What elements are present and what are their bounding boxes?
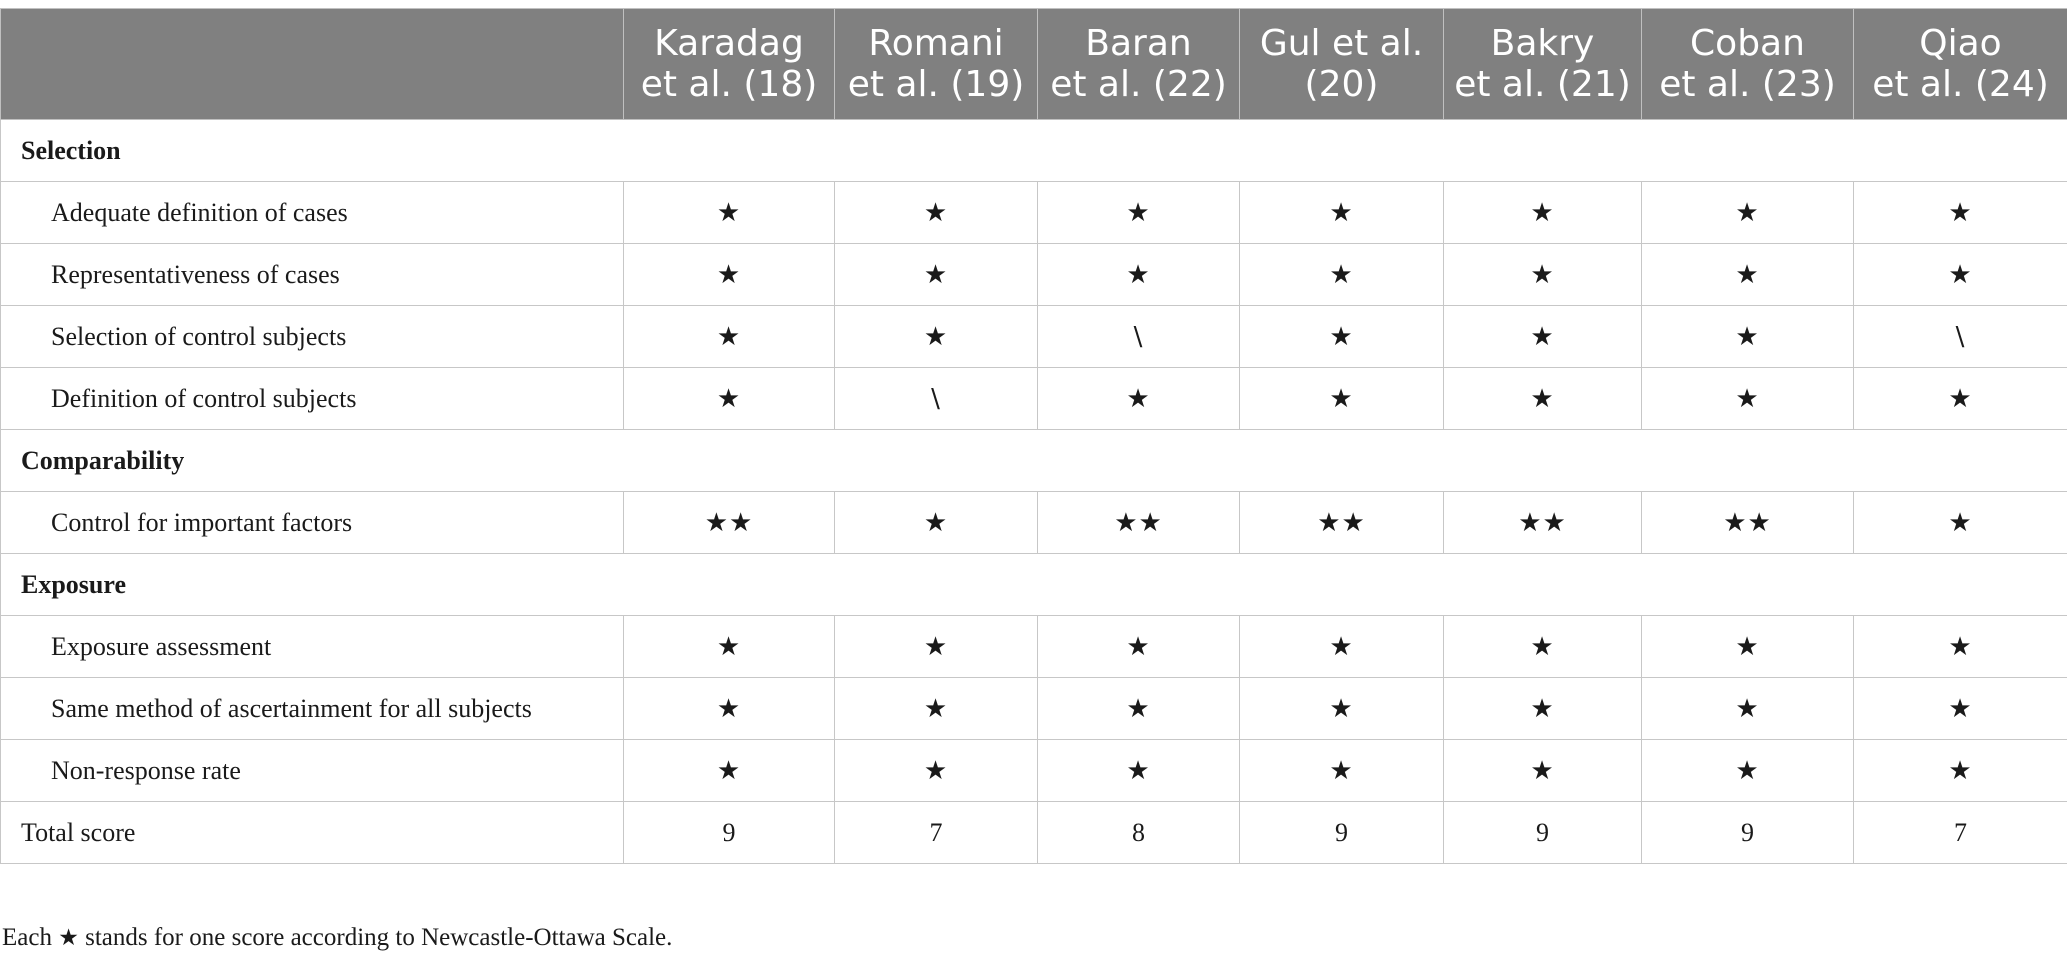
score-cell: ★ — [1642, 306, 1854, 368]
score-cell: ★ — [624, 244, 835, 306]
score-cell: ★ — [835, 616, 1038, 678]
score-cell: ★★ — [1240, 492, 1444, 554]
header-col-romani — [835, 9, 1038, 120]
score-cell: ★ — [1240, 740, 1444, 802]
header-col-line1: Romani — [868, 23, 1004, 64]
score-cell: ★ — [1444, 740, 1642, 802]
total-score-cell: 7 — [835, 802, 1038, 864]
header-col-line2: et al. (18) — [640, 64, 818, 105]
score-cell: ★ — [1240, 616, 1444, 678]
footnote-text: stands for one score according to Newcastle-Ottawa Scale. — [85, 924, 673, 951]
row-label: Selection of control subjects — [1, 306, 624, 368]
score-cell: ★ — [1444, 306, 1642, 368]
row-label: Representativeness of cases — [1, 244, 624, 306]
header-col-karadag — [624, 9, 835, 120]
header-col-baran — [1038, 9, 1240, 120]
header-col-line2: et al. (19) — [847, 64, 1025, 105]
table-header-row — [1, 9, 2067, 120]
header-col-line1: Karadag — [654, 23, 804, 64]
score-cell: ★ — [1642, 244, 1854, 306]
score-cell: ★ — [1642, 740, 1854, 802]
score-cell: ★ — [1642, 182, 1854, 244]
score-cell: ★ — [1444, 182, 1642, 244]
header-col-line2: et al. (22) — [1050, 64, 1227, 105]
score-cell: ★ — [1854, 492, 2067, 554]
section-row-selection — [1, 120, 2067, 182]
score-cell: ★ — [1240, 244, 1444, 306]
section-row-comparability — [1, 430, 2067, 492]
table-row — [1, 740, 2067, 802]
score-cell: ★ — [624, 678, 835, 740]
score-cell: ★ — [1444, 244, 1642, 306]
score-cell: ★ — [1444, 616, 1642, 678]
header-col-line1: Coban — [1690, 23, 1805, 64]
header-col-line2: et al. (24) — [1872, 64, 2049, 105]
header-col-bakry — [1444, 9, 1642, 120]
header-col-line2: et al. (23) — [1659, 64, 1836, 105]
quality-assessment-table — [0, 8, 2067, 864]
score-cell: ★ — [1240, 368, 1444, 430]
score-cell: ★ — [1038, 244, 1240, 306]
score-cell: ★ — [835, 182, 1038, 244]
score-cell: ★★ — [1642, 492, 1854, 554]
section-label: Selection — [1, 120, 2067, 182]
header-col-line2: (20) — [1304, 64, 1379, 105]
header-col-line1: Bakry — [1490, 23, 1595, 64]
table-row — [1, 492, 2067, 554]
score-cell: ★ — [1854, 244, 2067, 306]
score-cell: ★ — [624, 368, 835, 430]
score-cell: ★ — [1854, 678, 2067, 740]
row-label: Same method of ascertainment for all subjects — [1, 678, 624, 740]
score-cell: ★ — [1240, 306, 1444, 368]
total-score-cell: 7 — [1854, 802, 2067, 864]
header-col-line1: Qiao — [1919, 23, 2002, 64]
row-label: Definition of control subjects — [1, 368, 624, 430]
score-cell: ★ — [835, 492, 1038, 554]
section-label: Exposure — [1, 554, 2067, 616]
score-cell: ★ — [1854, 182, 2067, 244]
score-cell: ★ — [1444, 368, 1642, 430]
table-row — [1, 616, 2067, 678]
section-label: Comparability — [1, 430, 2067, 492]
score-cell: ★ — [624, 616, 835, 678]
header-col-line1: Baran — [1085, 23, 1192, 64]
score-cell: ★ — [835, 306, 1038, 368]
score-cell: ★ — [1038, 182, 1240, 244]
header-col-line2: et al. (21) — [1454, 64, 1631, 105]
total-score-row — [1, 802, 2067, 864]
header-col-qiao — [1854, 9, 2067, 120]
table-row — [1, 306, 2067, 368]
score-cell: ★ — [1038, 616, 1240, 678]
total-score-cell: 9 — [624, 802, 835, 864]
score-cell: ★ — [835, 740, 1038, 802]
total-score-label: Total score — [1, 802, 624, 864]
total-score-cell: 9 — [1642, 802, 1854, 864]
score-cell: ★ — [1854, 368, 2067, 430]
table-footnote — [2, 924, 672, 952]
section-row-exposure — [1, 554, 2067, 616]
score-cell: ★ — [1642, 368, 1854, 430]
table-row — [1, 678, 2067, 740]
score-cell: ★ — [1038, 740, 1240, 802]
score-cell: ★★ — [1038, 492, 1240, 554]
total-score-cell: 8 — [1038, 802, 1240, 864]
table-row — [1, 368, 2067, 430]
row-label: Non-response rate — [1, 740, 624, 802]
row-label: Adequate definition of cases — [1, 182, 624, 244]
score-cell: ★ — [1642, 616, 1854, 678]
score-cell: ★ — [1038, 678, 1240, 740]
score-cell: ★ — [1854, 616, 2067, 678]
score-cell: ★ — [1854, 740, 2067, 802]
score-cell: \ — [835, 368, 1038, 430]
header-col-gul — [1240, 9, 1444, 120]
score-cell: ★ — [624, 740, 835, 802]
table-row — [1, 244, 2067, 306]
star-icon: ★ — [58, 925, 79, 951]
header-col-coban — [1642, 9, 1854, 120]
score-cell: ★ — [624, 306, 835, 368]
total-score-cell: 9 — [1444, 802, 1642, 864]
footnote-prefix: Each — [2, 924, 52, 951]
score-cell: ★★ — [1444, 492, 1642, 554]
score-cell: ★ — [624, 182, 835, 244]
header-col-line1: Gul et al. — [1259, 23, 1424, 64]
table-row — [1, 182, 2067, 244]
row-label: Control for important factors — [1, 492, 624, 554]
score-cell: ★ — [1240, 678, 1444, 740]
score-cell: ★★ — [624, 492, 835, 554]
score-cell: ★ — [1444, 678, 1642, 740]
total-score-cell: 9 — [1240, 802, 1444, 864]
score-cell: \ — [1854, 306, 2067, 368]
score-cell: ★ — [835, 678, 1038, 740]
score-cell: ★ — [835, 244, 1038, 306]
score-cell: ★ — [1240, 182, 1444, 244]
header-corner-cell — [1, 9, 624, 120]
score-cell: ★ — [1038, 368, 1240, 430]
row-label: Exposure assessment — [1, 616, 624, 678]
score-cell: \ — [1038, 306, 1240, 368]
score-cell: ★ — [1642, 678, 1854, 740]
